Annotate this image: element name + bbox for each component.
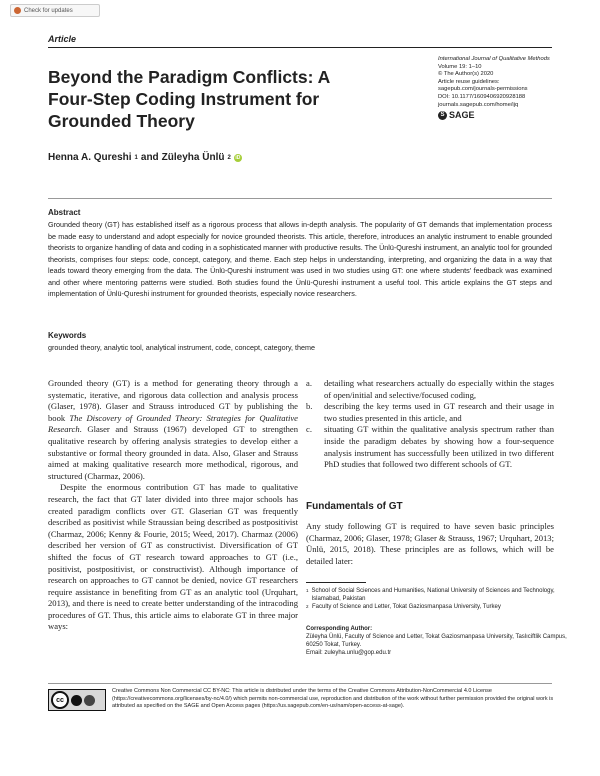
affiliations — [306, 587, 568, 611]
affiliation-text: Faculty of Science and Letter, Tokat Gaziosmanpasa University, Turkey — [312, 604, 501, 610]
author-and: and — [140, 152, 159, 163]
intro-paragraph-1 — [48, 378, 298, 482]
affiliation-item — [306, 603, 568, 611]
affiliation-marker: 1 — [306, 588, 309, 593]
list-marker: b. — [306, 401, 313, 412]
orcid-icon[interactable]: iD — [235, 154, 241, 161]
body-right-column — [306, 378, 554, 471]
list-item — [306, 401, 554, 424]
abstract-heading: Abstract — [48, 208, 81, 217]
author-line — [48, 152, 242, 163]
corresponding-author — [306, 625, 568, 657]
author-1-name: Henna A. Qureshi — [48, 152, 132, 163]
list-marker: a. — [306, 378, 312, 388]
attribution-icon — [71, 695, 82, 706]
list-item-text: detailing what researchers actually do especially within the stages of open/initial and selective/focused coding, — [324, 378, 554, 400]
journal-name: International Journal of Qualitative Methods — [438, 56, 550, 62]
intro-p1-part-a: Grounded theory (GT) is a method for generating theory through a systematic, iterative, and rigorous data collection and analysis process (Glaser, 1978). Glaser and Strauss introduced GT by publishing the book — [48, 378, 298, 423]
journal-home-link[interactable]: journals.sagepub.com/home/ijq — [438, 101, 519, 108]
sage-logo-text: SAGE — [449, 109, 475, 120]
license-rule — [48, 683, 552, 684]
keywords-section — [48, 331, 552, 352]
sage-logo — [438, 111, 568, 120]
author-2-affil: 2 — [227, 154, 231, 161]
fundamentals-heading: Fundamentals of GT — [306, 501, 403, 512]
corresponding-heading: Corresponding Author: — [306, 626, 373, 632]
footnote-rule — [306, 582, 366, 583]
journal-copyright: © The Author(s) 2020 — [438, 71, 494, 78]
check-updates-label: Check for updates — [24, 7, 73, 14]
author-1-affil: 1 — [134, 154, 138, 161]
keywords-text: grounded theory, analytic tool, analytical instrument, code, concept, category, theme — [48, 343, 316, 352]
article-type-label: Article — [48, 34, 77, 44]
cc-icon: cc — [51, 691, 69, 709]
journal-reuse-link[interactable]: sagepub.com/journals-permissions — [438, 86, 528, 93]
book-title: The Discovery of Grounded Theory: Strategies for Qualitative Research — [48, 412, 298, 435]
journal-info — [438, 56, 568, 120]
corresponding-address: Züleyha Ünlü, Faculty of Science and Letter, Tokat Gaziosmanpasa University, Taslıciftlik Campus, 60250 Tokat, Turkey. — [306, 634, 567, 648]
keywords-heading: Keywords — [48, 331, 87, 340]
list-item — [306, 378, 554, 401]
cc-license-badge[interactable] — [48, 689, 106, 711]
aims-list — [306, 378, 554, 471]
journal-reuse-label: Article reuse guidelines: — [438, 78, 500, 85]
body-left-column — [48, 378, 298, 633]
list-item-text: describing the key terms used in GT research and their usage in two studies presented in this article, and — [324, 401, 554, 423]
fundamentals-paragraph: Any study following GT is required to have seven basic principles (Charmaz, 2006; Glaser, 1978; Glaser & Strauss, 1967; Urquhart, 2013; Ünlü, 2015, 2018). These principles are as follows, which will be detailed later: — [306, 521, 554, 566]
intro-p1-part-b: . Glaser and Strauss (1967) developed GT to strengthen qualitative research by offering analysis strategies to develop either a substantive or formal theory grounded in data. Also, Glaser and Strauss aimed at making qualitative research more methodical, rigorous, and structured (Charmaz, 2006). — [48, 424, 298, 481]
affiliation-marker: 2 — [306, 604, 309, 609]
abstract-section — [48, 208, 552, 300]
affiliation-item — [306, 587, 568, 603]
journal-volume: Volume 19: 1–10 — [438, 63, 482, 70]
check-updates-icon — [14, 7, 21, 14]
affiliation-text: School of Social Sciences and Humanities, National University of Sciences and Technology, Islamabad, Pakistan — [311, 588, 555, 602]
license-text: Creative Commons Non Commercial CC BY-NC: This article is distributed under the terms of the Creative Commons Attribution-NonCommercial 4.0 License (https://creativecommons.org/licenses/by-nc/4.0/) which permits non-commercial use, reproduction and distribution of the work without further permission provided the original work is attributed as specified on the SAGE and Open Access pages (https://us.sagepub.com/en-us/nam/open-access-at-sage). — [112, 688, 554, 710]
abstract-rule — [48, 198, 552, 199]
journal-doi[interactable]: DOI: 10.1177/1609406920928188 — [438, 93, 526, 100]
author-2-name: Züleyha Ünlü — [161, 152, 225, 163]
intro-paragraph-2: Despite the enormous contribution GT has made to qualitative research, the fact that GT later divided into three major schools has created paradigm conflicts over GT. Glaserian GT was frequently described as positivist while Straussian being described as postpositivist (Charmaz, 2006; Kenny & Fourie, 2015; Weed, 2017). Charmaz (2006) described her version of GT as constructivist. Diversification of GT shifted the focus of GT research toward approaches to GT (i.e., positivist, postpositivist, or constructivist). Although importance of research on approaches to GT cannot be denied, novice GT researchers require assistance in benefiting from GT as an analytic tool (Urquhart, 2013), and there is need to create better understanding of the intracoding procedures of GT. Thus, this article aims to elaborate GT in three major ways: — [48, 482, 298, 632]
list-item — [306, 424, 554, 470]
list-marker: c. — [306, 424, 312, 435]
header-rule — [48, 47, 552, 48]
sage-logo-icon: S — [438, 111, 447, 120]
list-item-text: situating GT within the qualitative analysis spectrum rather than inside the paradigm debates by showing how a four-sequence analysis instrument has successfully been utilized in two different PhD studies that followed two different schools of GT. — [324, 424, 554, 470]
check-updates-badge[interactable] — [10, 4, 100, 17]
abstract-text: Grounded theory (GT) has established itself as a rigorous process that allows in-depth analysis. The popularity of GT demands that implementation process be made easy to understand and adopt especially for novice grounded theorists. This article, therefore, introduces an analytic instrument to enable grounded theorists to organize handling of data and coding in a sophisticated manner with productive results. The Ünlü-Qureshi instrument, an analytic tool for grounded theorists, comprises four steps: code, concept, category, and theme. Each step helps in understanding, interpreting, and organizing the data in a way that leads toward theory emerging from the data. The Ünlü-Qureshi instrument was used in two studies using GT: one where students' feedback was examined and other where mentoring patterns were studied. Both studies found the Ünlü-Qureshi instrument a useful tool. This article explains the GT steps and implementation of Ünlü-Qureshi instrument for grounded theorists, especially novice researchers. — [48, 220, 552, 298]
noncommercial-icon — [84, 695, 95, 706]
corresponding-email[interactable]: Email: zuleyha.unlu@gop.edu.tr — [306, 650, 392, 656]
article-title: Beyond the Paradigm Conflicts: A Four-Step Coding Instrument for Grounded Theory — [48, 67, 330, 131]
